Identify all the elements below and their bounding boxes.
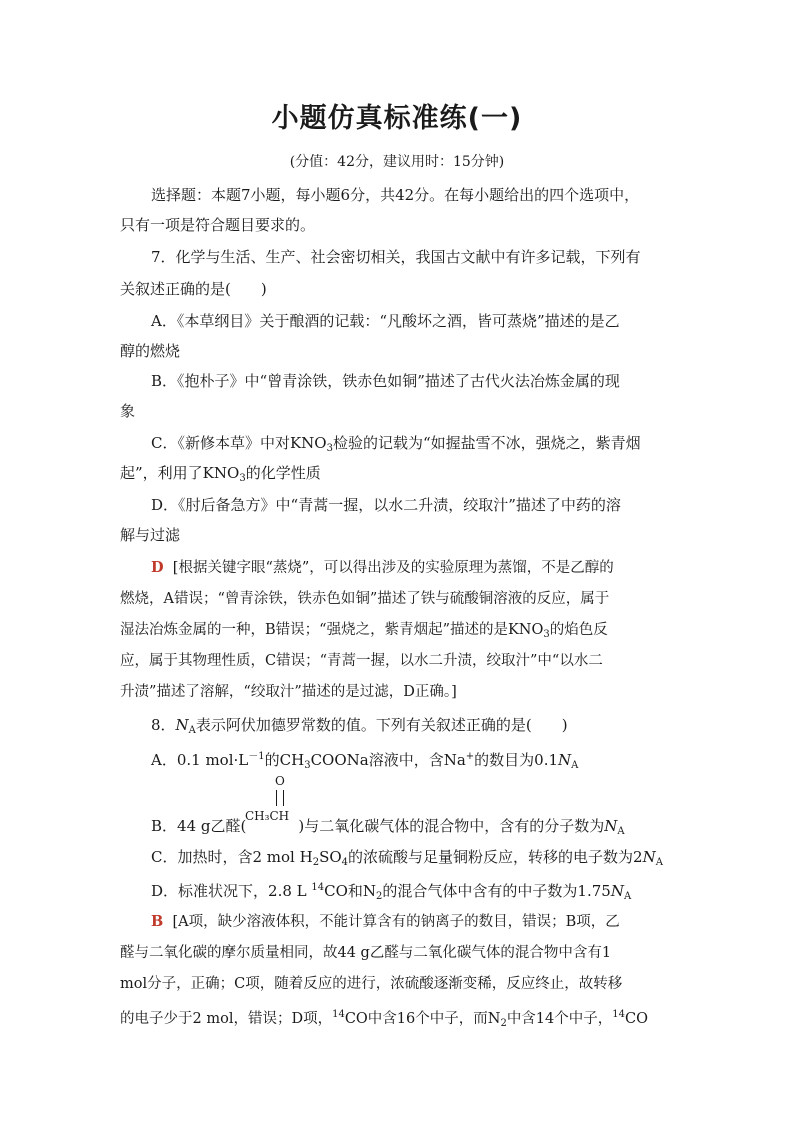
q8-option-a: A．0.1 $mol\cdot L^{-1}$的$CH_3COONa$溶液中，含Na+的数目为$0.1N_A$: [151, 751, 579, 771]
q7-answer-line-4: 应，属于其物理性质，C错误；“青蒿一握，以水二升渍，绞取汁”中“以水二: [120, 653, 603, 669]
q7-option-d-line-2: 解与过滤: [120, 526, 181, 544]
q7-option-c-line-2: 起”，利用了$KNO_3$的化学性质: [120, 464, 321, 484]
q7-answer-line-2: 燃烧，A错误；“曾青涂铁，铁赤色如铜”描述了铁与硫酸铜溶液的反应，属于: [120, 591, 610, 607]
q8-answer-line-2: 醛与二氧化碳的摩尔质量相同，故44 g乙醛与二氧化碳气体的混合物中含有1: [120, 945, 612, 961]
q7-option-a-line-2: 醇的燃烧: [120, 342, 181, 360]
q7-answer-letter: D: [151, 559, 164, 576]
q7-option-c-line-1: C．《新修本草》中对$KNO_3$检验的记载为“如握盐雪不冰，强烧之，紫青烟: [151, 434, 641, 454]
q7-option-d-line-1: D．《肘后备急方》中“青蒿一握，以水二升渍，绞取汁”描述了中药的溶: [151, 496, 621, 514]
q7-answer-line-5: 升渍”描述了溶解，“绞取汁”描述的是过滤，D正确。]: [120, 684, 457, 700]
formula-chain: CH₃CH: [245, 809, 290, 823]
q7-option-b-line-1: B．《抱朴子》中“曾青涂铁，铁赤色如铜”描述了古代火法冶炼金属的现: [151, 372, 620, 390]
q8-option-d: D．标准状况下，2.8 L $^{14}$CO和$N_2$的混合气体中含有的中子数为$1.75N_A$: [151, 882, 632, 902]
q8-stem: 8．$N_A$表示阿伏加德罗常数的值。下列有关叙述正确的是( ): [151, 716, 568, 736]
q7-option-b-line-2: 象: [120, 402, 136, 420]
q7-answer-line-3: 湿法冶炼金属的一种，B错误；“强烧之，紫青烟起”描述的是$KNO_3$的焰色反: [120, 622, 608, 640]
intro-line-1: 选择题：本题7小题，每小题6分，共42分。在每小题给出的四个选项中，: [151, 186, 640, 204]
q8-answer-line-3: mol分子，正确；C项，随着反应的进行，浓硫酸逐渐变稀，反应终止，故转移: [120, 976, 623, 992]
q7-stem-line-2: 关叙述正确的是( ): [120, 280, 267, 298]
q8-answer-letter: B: [151, 913, 164, 930]
q8-option-b: B．44 g乙醛( )与二氧化碳气体的混合物中，含有的分子数为$N_A$: [151, 817, 625, 837]
q7-stem-line-1: 7．化学与生活、生产、社会密切相关，我国古文献中有许多记载，下列有: [151, 248, 641, 266]
q7-option-a-line-1: A．《本草纲目》关于酿酒的记载：“凡酸坏之酒，皆可蒸烧”描述的是乙: [151, 312, 620, 330]
q8-option-c: C．加热时，含2 mol $H_2SO_4$的浓硫酸与足量铜粉反应，转移的电子数为$2N_A$: [151, 848, 663, 868]
q7-answer-line-1: D [根据关键字眼“蒸烧”，可以得出涉及的实验原理为蒸馏，不是乙醇的: [151, 559, 614, 576]
q8-answer-line-1: B [A项，缺少溶液体积，不能计算含有的钠离子的数目，错误；B项，乙: [151, 913, 620, 930]
intro-line-2: 只有一项是符合题目要求的。: [120, 216, 316, 234]
page-title: 小题仿真标准练(一): [271, 103, 523, 134]
q8-answer-line-4: 的电子少于2 mol，错误；D项，$^{14}$CO中含16个中子，而$N_2$中含14个中子，$^{14}$CO: [120, 1009, 648, 1029]
page-subtitle: (分值：42分，建议用时：15分钟): [289, 154, 505, 170]
formula-double-bond: [276, 790, 284, 806]
formula-oxygen: O: [275, 774, 285, 788]
